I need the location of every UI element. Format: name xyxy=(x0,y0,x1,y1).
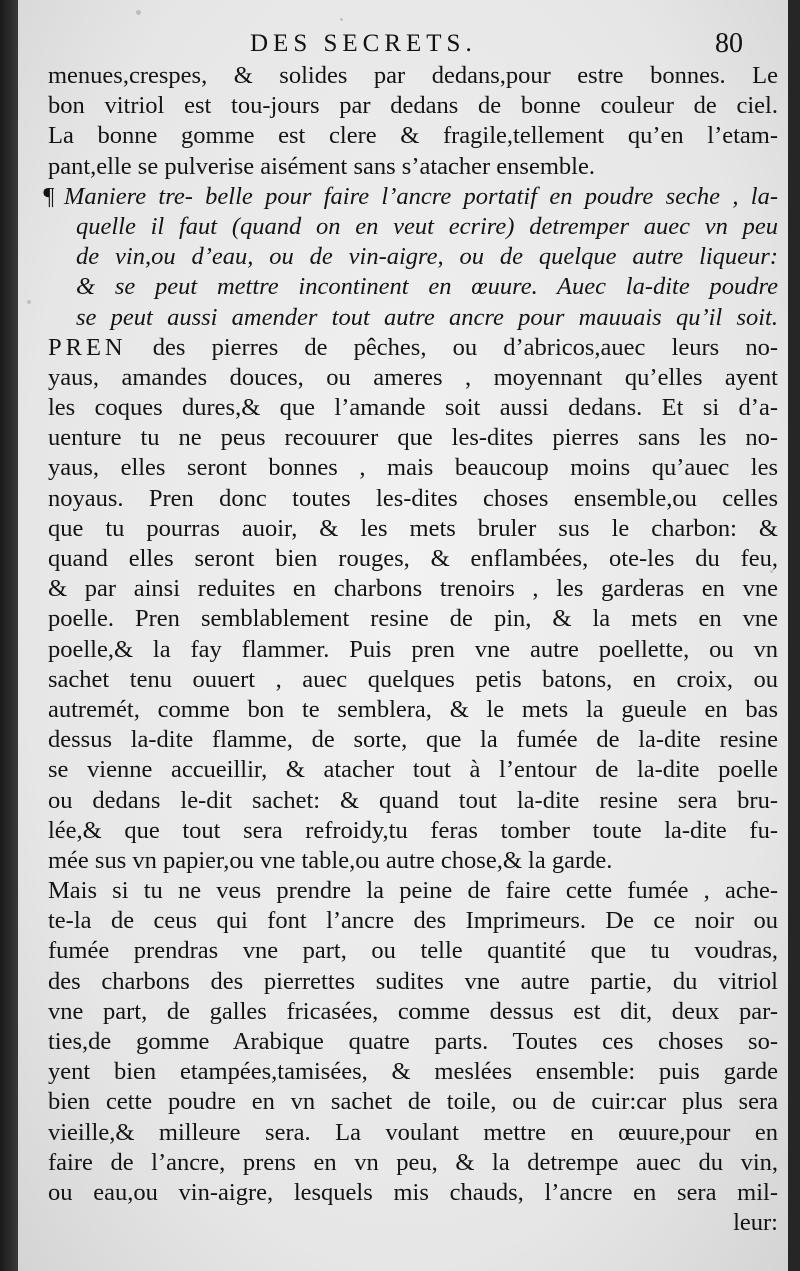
page-header xyxy=(18,28,788,62)
text-line: ties,de gomme Arabique quatre parts. Toutes ces choses so- xyxy=(48,1028,778,1055)
catchword: leur: xyxy=(733,1209,778,1237)
text-line: faire de l’ancre, prens en vn peu, & la detrempe auec du vin, xyxy=(48,1148,778,1176)
text-line: vieille,& milleure sera. La voulant mettre en œuure,pour en xyxy=(48,1118,778,1146)
binding-gutter xyxy=(0,0,18,1271)
text-line: sachet tenu ouuert , auec quelques petis batons, en croix, ou xyxy=(48,665,778,693)
text-line: Maniere tre- belle pour faire l’ancre portatif en poudre seche , la- xyxy=(64,182,778,210)
text-line: menues,crespes, & solides par dedans,pour estre bonnes. Le xyxy=(48,62,778,89)
text-line: uenture tu ne peus recouurer que les-dites pierres sans les no- xyxy=(48,424,778,452)
recipe-heading-line: & se peut mettre incontinent en œuure. Auec la-dite poudre xyxy=(76,273,778,301)
text-line: Mais si tu ne veus prendre la peine de faire cette fumée , ache- xyxy=(48,877,778,905)
text-line: lée,& que tout sera refroidy,tu feras tomber toute la-dite fu- xyxy=(48,816,778,844)
text-line: pant,elle se pulverise aisément sans s’atacher ensemble. xyxy=(48,152,595,180)
body-text xyxy=(42,61,778,1238)
text-line: quand elles seront bien rouges, & enflambées, ote-les du feu, xyxy=(48,545,778,572)
paper-speck xyxy=(340,18,343,21)
text-line: se vienne accueillir, & atacher tout à l’entour de la-dite poelle xyxy=(48,756,778,784)
text-line: yent bien etampées,tamisées, & meslées ensemble: puis garde xyxy=(48,1058,778,1086)
text-line: bon vitriol est tou-jours par dedans de bonne couleur de ciel. xyxy=(48,92,778,120)
pilcrow-mark: ¶ xyxy=(42,182,55,210)
text-line: ou dedans le-dit sachet: & quand tout la-dite resine sera bru- xyxy=(48,786,778,814)
running-title: DES SECRETS. xyxy=(250,30,477,57)
text-line: vne part, de galles fricasées, comme dessus est dit, deux par- xyxy=(48,997,778,1025)
text-line: & par ainsi reduites en charbons trenoirs , les garderas en vne xyxy=(48,575,778,603)
page-number: 80 xyxy=(715,28,743,59)
text-line: dessus la-dite flamme, de sorte, que la fumée de la-dite resine xyxy=(48,726,778,754)
book-page xyxy=(18,0,788,1271)
dropcap-word: PREN xyxy=(48,333,127,361)
text-line: yaus, elles seront bonnes , mais beaucoup moins qu’auec les xyxy=(48,454,778,482)
text-line: poelle. Pren semblablement resine de pin, & la mets en vne xyxy=(48,605,778,633)
text-line: que tu pourras auoir, & les mets bruler sus le charbon: & xyxy=(48,514,778,542)
text-line: poelle,& la fay flammer. Puis pren vne autre poellette, ou vn xyxy=(48,635,778,663)
text-line: des pierres de pêches, ou d’abricos,auec leurs no- xyxy=(152,333,778,361)
text-line: des charbons des pierrettes sudites vne autre partie, du vitriol xyxy=(48,967,778,995)
text-line: les coques dures,& que l’amande soit aussi dedans. Et si d’a- xyxy=(48,394,778,422)
recipe-heading-line xyxy=(42,182,778,212)
text-line: te-la de ceus qui font l’ancre des Imprimeurs. De ce noir ou xyxy=(48,907,778,935)
text-line: bien cette poudre en vn sachet de toile, ou de cuir:car plus sera xyxy=(48,1088,778,1116)
paper-speck xyxy=(770,570,773,573)
text-line: noyaus. Pren donc toutes les-dites choses ensemble,ou celles xyxy=(48,484,778,512)
paper-speck xyxy=(27,300,31,304)
text-line: ou eau,ou vin-aigre, lesquels mis chauds, l’ancre en sera mil- xyxy=(48,1178,778,1206)
text-line: La bonne gomme est clere & fragile,tellement qu’en l’etam- xyxy=(48,122,778,150)
text-line: mée sus vn papier,ou vne table,ou autre chose,& la garde. xyxy=(48,846,613,874)
recipe-heading-line: de vin,ou d’eau, ou de vin-aigre, ou de quelque autre liqueur: xyxy=(76,243,778,271)
paper-speck xyxy=(136,10,141,15)
text-line: yaus, amandes douces, ou ameres , moyennant qu’elles ayent xyxy=(48,363,778,391)
text-line: autremét, comme bon te semblera, & le mets la gueule en bas xyxy=(48,695,778,723)
recipe-heading-line: se peut aussi amender tout autre ancre pour mauuais qu’il soit. xyxy=(76,303,778,331)
text-line: fumée prendras vne part, ou telle quantité que tu voudras, xyxy=(48,937,778,965)
recipe-heading-line: quelle il faut (quand on en veut ecrire) detremper auec vn peu xyxy=(76,212,778,240)
paragraph-first-line xyxy=(48,333,778,363)
